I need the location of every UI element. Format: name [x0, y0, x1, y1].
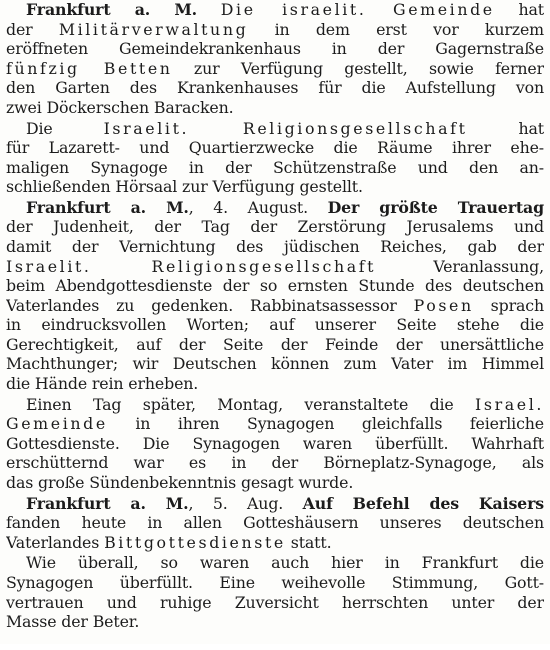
text-segment: [197, 0, 221, 19]
spaced-emphasis-text: Posen: [413, 295, 474, 315]
spaced-emphasis-text: Israel.: [475, 394, 544, 414]
text-segment: den Garten des Krankenhauses für die Aufstellung von: [6, 78, 544, 98]
text-segment: zur Verfügung gestellt, sowie ferner: [172, 58, 544, 78]
text-segment: Vaterlandes: [6, 532, 105, 552]
text-segment: eröffneten Gemeindekrankenhaus in der Gagernstraße: [6, 39, 544, 59]
text-segment: vertrauen und ruhige Zuversicht herrschten unter der: [6, 592, 544, 612]
text-segment: für Lazarett- und Quartierzwecke die Räume ihrer ehe-: [6, 138, 544, 158]
bold-heading-text: Auf Befehl des Kaisers: [302, 493, 544, 513]
text-segment: Gottesdienste. Die Synagogen waren überfüllt. Wahrhaft: [6, 433, 544, 453]
text-segment: fanden heute in allen Gotteshäusern unseres deutschen: [6, 513, 544, 533]
text-segment: in ihren Synagogen gleichfalls feierliche: [107, 414, 544, 434]
text-segment: Vaterlandes zu gedenken. Rabbinatsassessor: [6, 295, 414, 315]
spaced-emphasis-text: Israelit. Religionsgesellschaft: [103, 118, 468, 138]
text-segment: in dem erst vor kurzem: [248, 19, 544, 39]
text-segment: der: [6, 19, 59, 39]
text-segment: sprach: [473, 295, 544, 315]
text-segment: Die: [26, 118, 104, 138]
bold-heading-text: Der größte Trauertag: [327, 197, 544, 217]
text-segment: der Judenheit, der Tag der Zerstörung Jerusalems und: [6, 217, 544, 237]
text-segment: Einen Tag später, Montag, veranstaltete die: [26, 394, 476, 414]
text-segment: Synagogen überfüllt. Eine weihevolle Stimmung, Gott-: [6, 572, 544, 592]
text-segment: in eindrucksvollen Worten; auf unserer Seite stehe die: [6, 315, 544, 335]
text-segment: Gerechtigkeit, auf der Seite der Feinde der unersättliche: [6, 334, 544, 354]
text-segment: erschütternd war es in der Börneplatz-Synagoge, als: [6, 453, 544, 473]
text-segment: maligen Synagoge in der Schützenstraße und den an-: [6, 157, 544, 177]
text-segment: hat: [494, 0, 544, 19]
text-segment: Machthunger; wir Deutschen können zum Vater im Himmel: [6, 354, 544, 374]
text-segment: beim Abendgottesdienste der so ernsten Stunde des deutschen: [6, 276, 544, 296]
text-segment: damit der Vernichtung des jüdischen Reiches, gab der: [6, 237, 544, 256]
spaced-emphasis-text: Militärverwaltung: [58, 19, 249, 39]
text-segment: Wie überall, so waren auch hier in Frankfurt die: [26, 553, 544, 573]
text-segment: Veranlassung,: [376, 256, 544, 276]
text-segment: , 5. Aug.: [188, 493, 303, 513]
text-segment: zwei Döckerschen Baracken.: [6, 97, 234, 117]
bold-heading-text: Frankfurt a. M.: [26, 0, 198, 19]
spaced-emphasis-text: Die israelit. Gemeinde: [220, 0, 495, 19]
spaced-emphasis-text: Israelit. Religionsgesellschaft: [6, 256, 377, 276]
text-segment: hat: [467, 118, 544, 138]
bold-heading-text: Frankfurt a. M.: [26, 197, 189, 217]
text-segment: das große Sündenbekenntnis gesagt wurde.: [6, 472, 354, 492]
text-segment: schließenden Hörsaal zur Verfügung gestellt.: [6, 177, 363, 197]
text-segment: die Hände rein erheben.: [6, 373, 199, 393]
text-segment: Masse der Beter.: [6, 612, 140, 632]
spaced-emphasis-text: Bittgottesdienste: [104, 532, 286, 552]
text-segment: statt.: [285, 532, 332, 552]
bold-heading-text: Frankfurt a. M.: [26, 493, 189, 513]
spaced-emphasis-text: fünfzig Betten: [6, 58, 173, 78]
cut-off-text-line: [6, 626, 546, 650]
spaced-emphasis-text: Gemeinde: [6, 414, 108, 434]
text-segment: , 4. August.: [188, 197, 328, 217]
